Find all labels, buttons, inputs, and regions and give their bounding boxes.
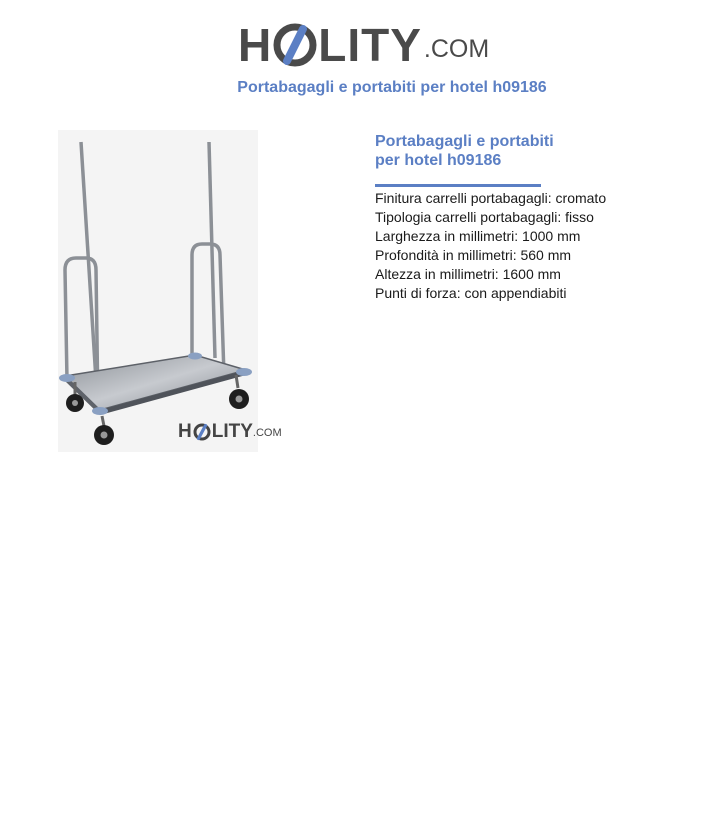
holity-logo[interactable] [238,14,490,71]
logo-letter-h: H [238,19,273,71]
logo-letters-lity: LITY [318,19,422,71]
spec-item: Tipologia carrelli portabagagli: fisso [375,209,594,225]
product-image[interactable] [58,130,280,452]
image-background [58,130,258,452]
image-watermark-logo: H LITY .COM [178,421,282,442]
page-title: Portabagagli e portabiti per hotel h09186 [237,79,547,96]
logo-wordmark [238,19,422,71]
product-title-line2: per hotel h09186 [375,152,502,169]
watermark-o-icon [193,423,211,441]
title-divider [375,184,541,187]
spec-list [375,189,695,303]
spec-item: Profondità in millimetri: 560 mm [375,247,572,263]
logo-o-icon [273,23,317,67]
spec-item: Finitura carrelli portabagagli: cromato [375,190,607,206]
product-title [375,132,695,170]
spec-item: Altezza in millimetri: 1600 mm [375,266,561,282]
product-title-line1: Portabagagli e portabiti [375,133,554,150]
spec-item: Larghezza in millimetri: 1000 mm [375,228,581,244]
spec-item: Punti di forza: con appendiabiti [375,285,567,301]
logo-domain: .COM [423,35,490,63]
luggage-trolley-illustration [58,130,280,452]
product-details [375,132,695,303]
